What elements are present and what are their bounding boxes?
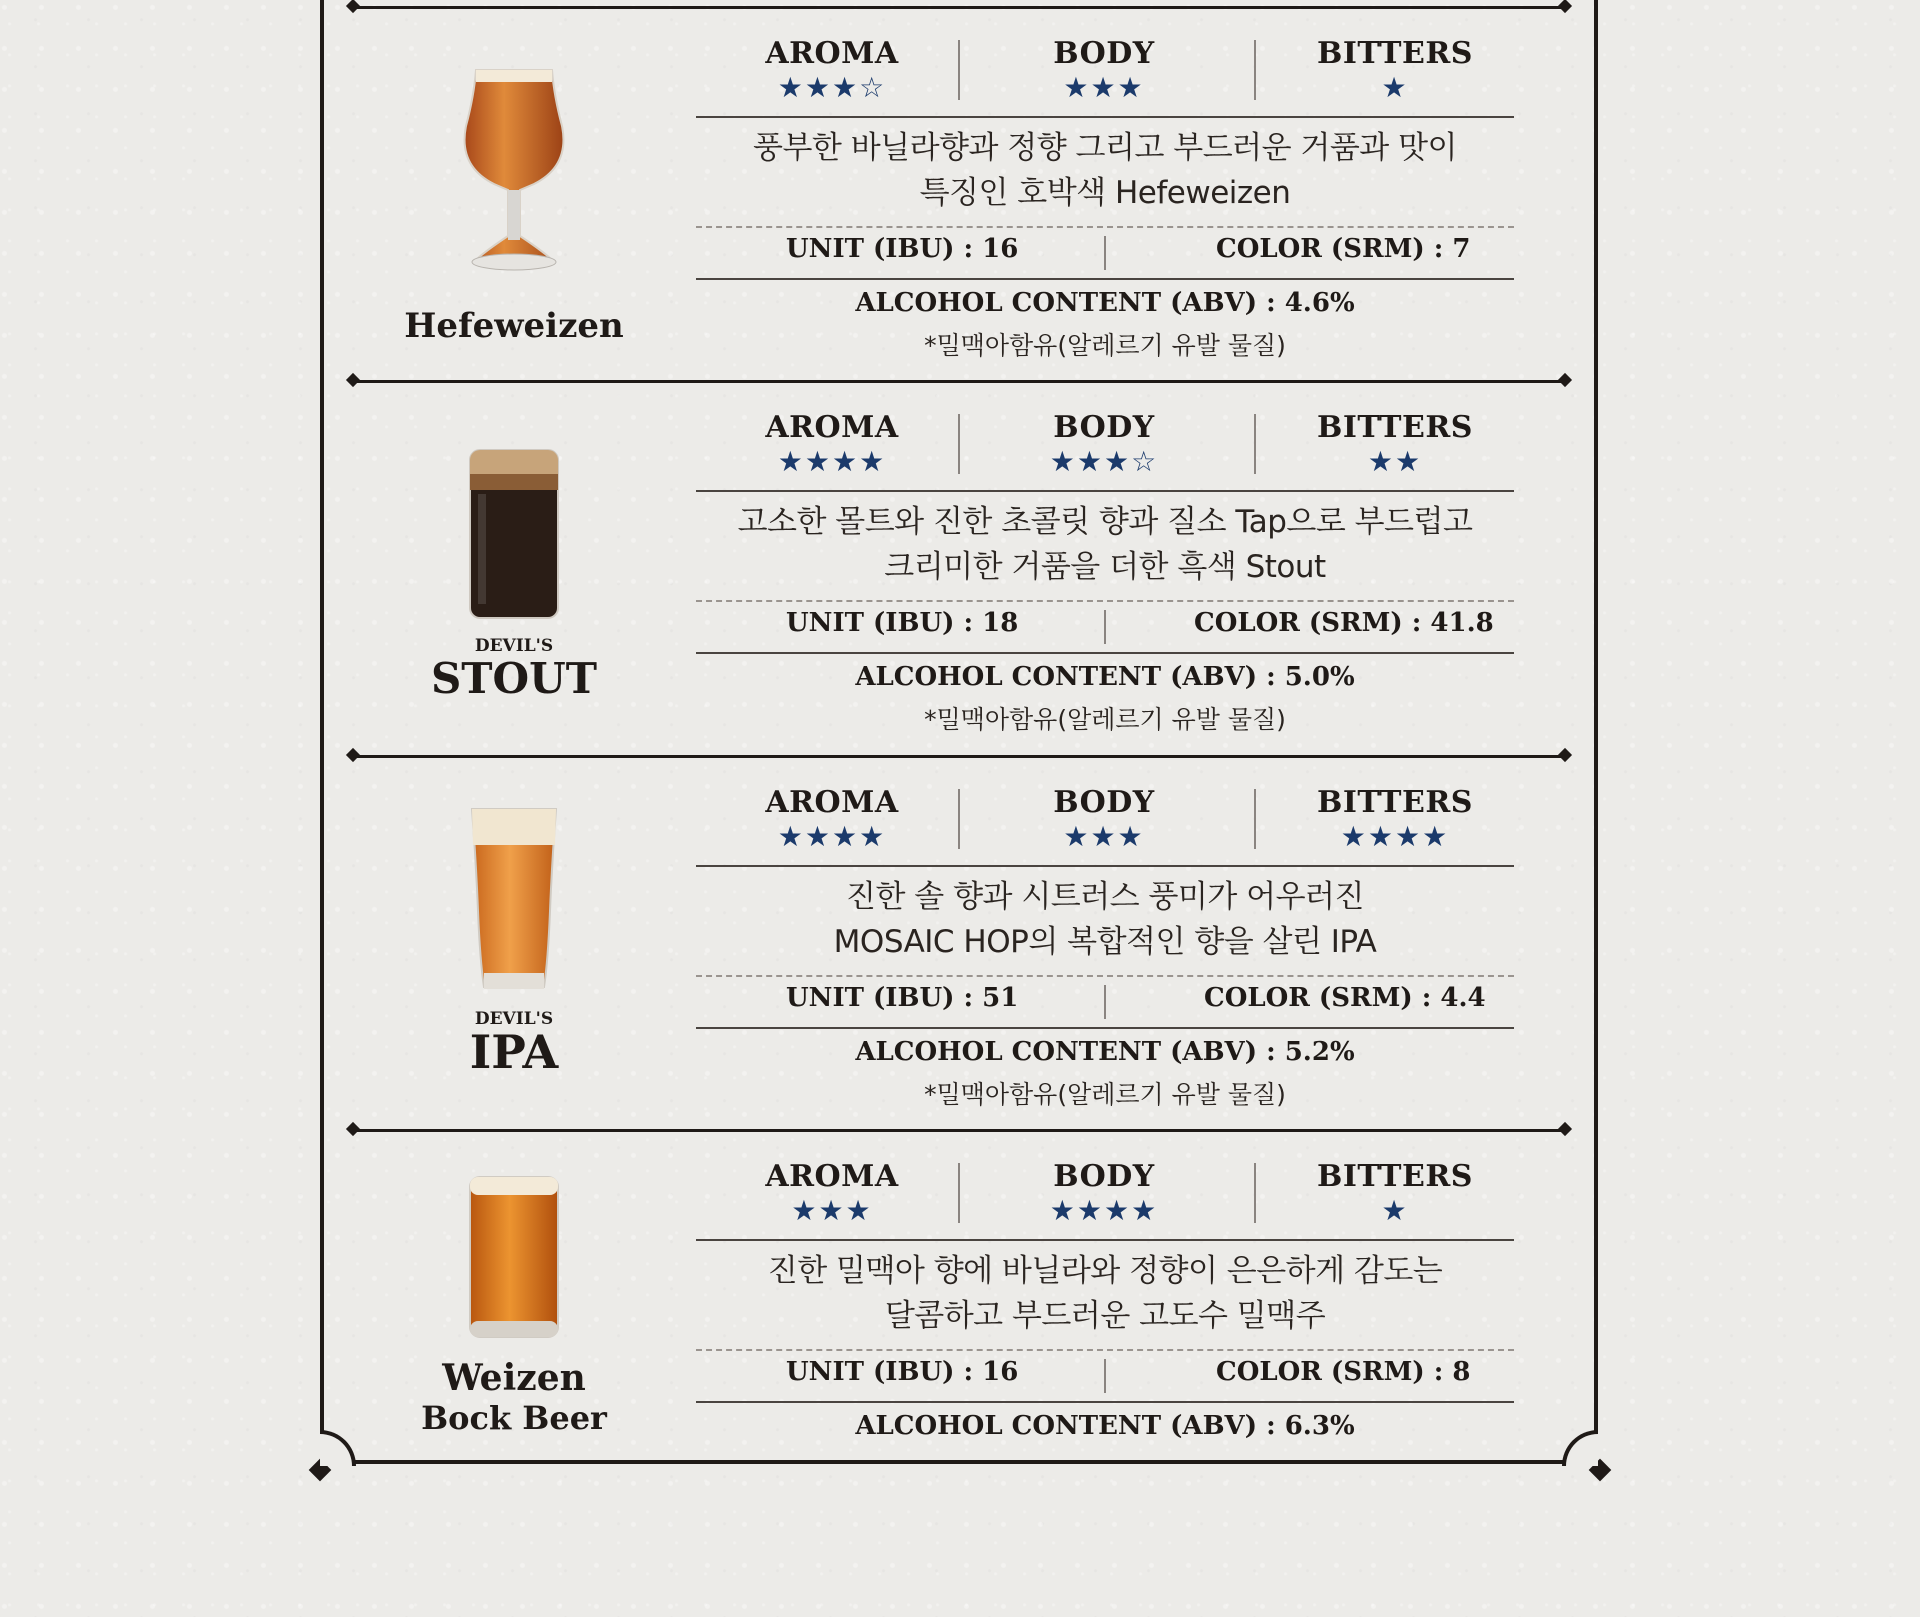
beer-description [696,1249,1514,1351]
specs-row [696,602,1514,654]
body-stars: ★★★★ [1049,1194,1159,1227]
body-label: BODY [1053,785,1155,820]
allergy-note: *밀맥아함유(알레르기 유발 물질) [924,705,1286,734]
beer-name-prefix: DEVIL'S [474,1009,554,1029]
bitters-stars: ★ [1381,71,1409,104]
rating-separator [1254,1163,1256,1223]
beer-description [696,126,1514,228]
body-label: BODY [1053,36,1155,71]
ibu-value: UNIT (IBU) : 16 [786,1357,1019,1387]
beer-badge [404,1159,624,1489]
rating-separator [958,1163,960,1223]
rating-separator [1254,40,1256,100]
tulip-glass-image [454,56,574,286]
bitters-rating [1259,1159,1531,1227]
rating-separator [1254,414,1256,474]
aroma-rating [696,785,968,853]
aroma-rating [696,36,968,104]
beer-badge [404,785,624,1115]
pint-glass-image [464,801,564,997]
beer-name: Hefeweizen [404,306,624,346]
bitters-label: BITTERS [1317,410,1473,445]
rating-separator [958,789,960,849]
abv-value: ALCOHOL CONTENT (ABV) : 5.2% [855,1037,1355,1067]
bitters-rating [1259,36,1531,104]
beer-name-prefix: DEVIL'S [474,636,554,656]
ratings-row [696,400,1514,492]
beer-name: STOUT [430,654,598,703]
specs-row [696,228,1514,280]
bitters-label: BITTERS [1317,36,1473,71]
specs-row [696,1351,1514,1403]
beer-description [696,500,1514,602]
can-glass-image [464,1171,564,1343]
aroma-stars: ★★★ [791,1194,873,1227]
srm-value: COLOR (SRM) : 4.4 [1204,983,1486,1013]
body-rating [968,410,1240,478]
aroma-rating [696,410,968,478]
description-line: 풍부한 바닐라향과 정향 그리고 부드러운 거품과 맛이 [753,130,1457,166]
abv-value: ALCOHOL CONTENT (ABV) : 4.6% [855,288,1355,318]
aroma-stars: ★★★★ [777,445,887,478]
description-line: 진한 솔 향과 시트러스 풍미가 어우러진 [846,879,1364,915]
ibu-value: UNIT (IBU) : 18 [786,608,1019,638]
description-line: MOSAIC HOP의 복합적인 향을 살린 IPA [833,924,1377,960]
stout-glass-image [464,444,564,624]
aroma-label: AROMA [765,1159,899,1194]
bitters-stars: ★★ [1367,445,1423,478]
bitters-label: BITTERS [1317,1159,1473,1194]
srm-value: COLOR (SRM) : 41.8 [1194,608,1494,638]
rating-separator [958,414,960,474]
aroma-stars: ★★★★ [777,820,887,853]
abv-value: ALCOHOL CONTENT (ABV) : 5.0% [855,662,1355,692]
abv-value: ALCOHOL CONTENT (ABV) : 6.3% [855,1411,1355,1441]
body-stars: ★★★ [1063,820,1145,853]
section-divider [352,1129,1566,1132]
aroma-rating [696,1159,968,1227]
beer-section-hefeweizen [324,6,1594,381]
ratings-row [696,1149,1514,1241]
section-divider [352,755,1566,758]
bitters-stars: ★ [1381,1194,1409,1227]
bitters-rating [1259,410,1531,478]
bitters-label: BITTERS [1317,785,1473,820]
beer-name: IPA [469,1025,559,1079]
aroma-label: AROMA [765,36,899,71]
body-rating [968,36,1240,104]
rating-separator [958,40,960,100]
beer-name-suffix: Bock Beer [421,1399,607,1437]
aroma-label: AROMA [765,410,899,445]
body-stars: ★★★☆ [1049,445,1159,478]
aroma-stars: ★★★☆ [777,71,887,104]
section-divider [352,380,1566,383]
body-label: BODY [1053,410,1155,445]
ratings-row [696,775,1514,867]
srm-value: COLOR (SRM) : 7 [1216,234,1471,264]
description-line: 진한 밀맥아 향에 바닐라와 정향이 은은하게 감도는 [767,1253,1443,1289]
allergy-note: *밀맥아함유(알레르기 유발 물질) [924,331,1286,360]
specs-row [696,977,1514,1029]
beer-badge [404,36,624,366]
beer-section-stout [324,380,1594,755]
rating-separator [1254,789,1256,849]
spec-separator [1104,985,1106,1019]
section-divider [352,6,1566,9]
ibu-value: UNIT (IBU) : 16 [786,234,1019,264]
spec-separator [1104,1359,1106,1393]
srm-value: COLOR (SRM) : 8 [1216,1357,1471,1387]
ratings-row [696,26,1514,118]
description-line: 달콤하고 부드러운 고도수 밀맥주 [884,1298,1326,1334]
bitters-rating [1259,785,1531,853]
body-stars: ★★★ [1063,71,1145,104]
beer-section-weizen-bock [324,1129,1594,1504]
allergy-note: *밀맥아함유(알레르기 유발 물질) [924,1080,1286,1109]
beer-name: Weizen [442,1357,586,1399]
body-label: BODY [1053,1159,1155,1194]
aroma-label: AROMA [765,785,899,820]
description-line: 크리미한 거품을 더한 흑색 Stout [884,549,1326,585]
description-line: 특징인 호박색 Hefeweizen [919,175,1291,211]
body-rating [968,1159,1240,1227]
description-line: 고소한 몰트와 진한 초콜릿 향과 질소 Tap으로 부드럽고 [737,504,1473,540]
bitters-stars: ★★★★ [1340,820,1450,853]
beer-description [696,875,1514,977]
body-rating [968,785,1240,853]
spec-separator [1104,236,1106,270]
spec-separator [1104,610,1106,644]
beer-badge [404,410,624,740]
beer-section-ipa [324,755,1594,1130]
ibu-value: UNIT (IBU) : 51 [786,983,1019,1013]
